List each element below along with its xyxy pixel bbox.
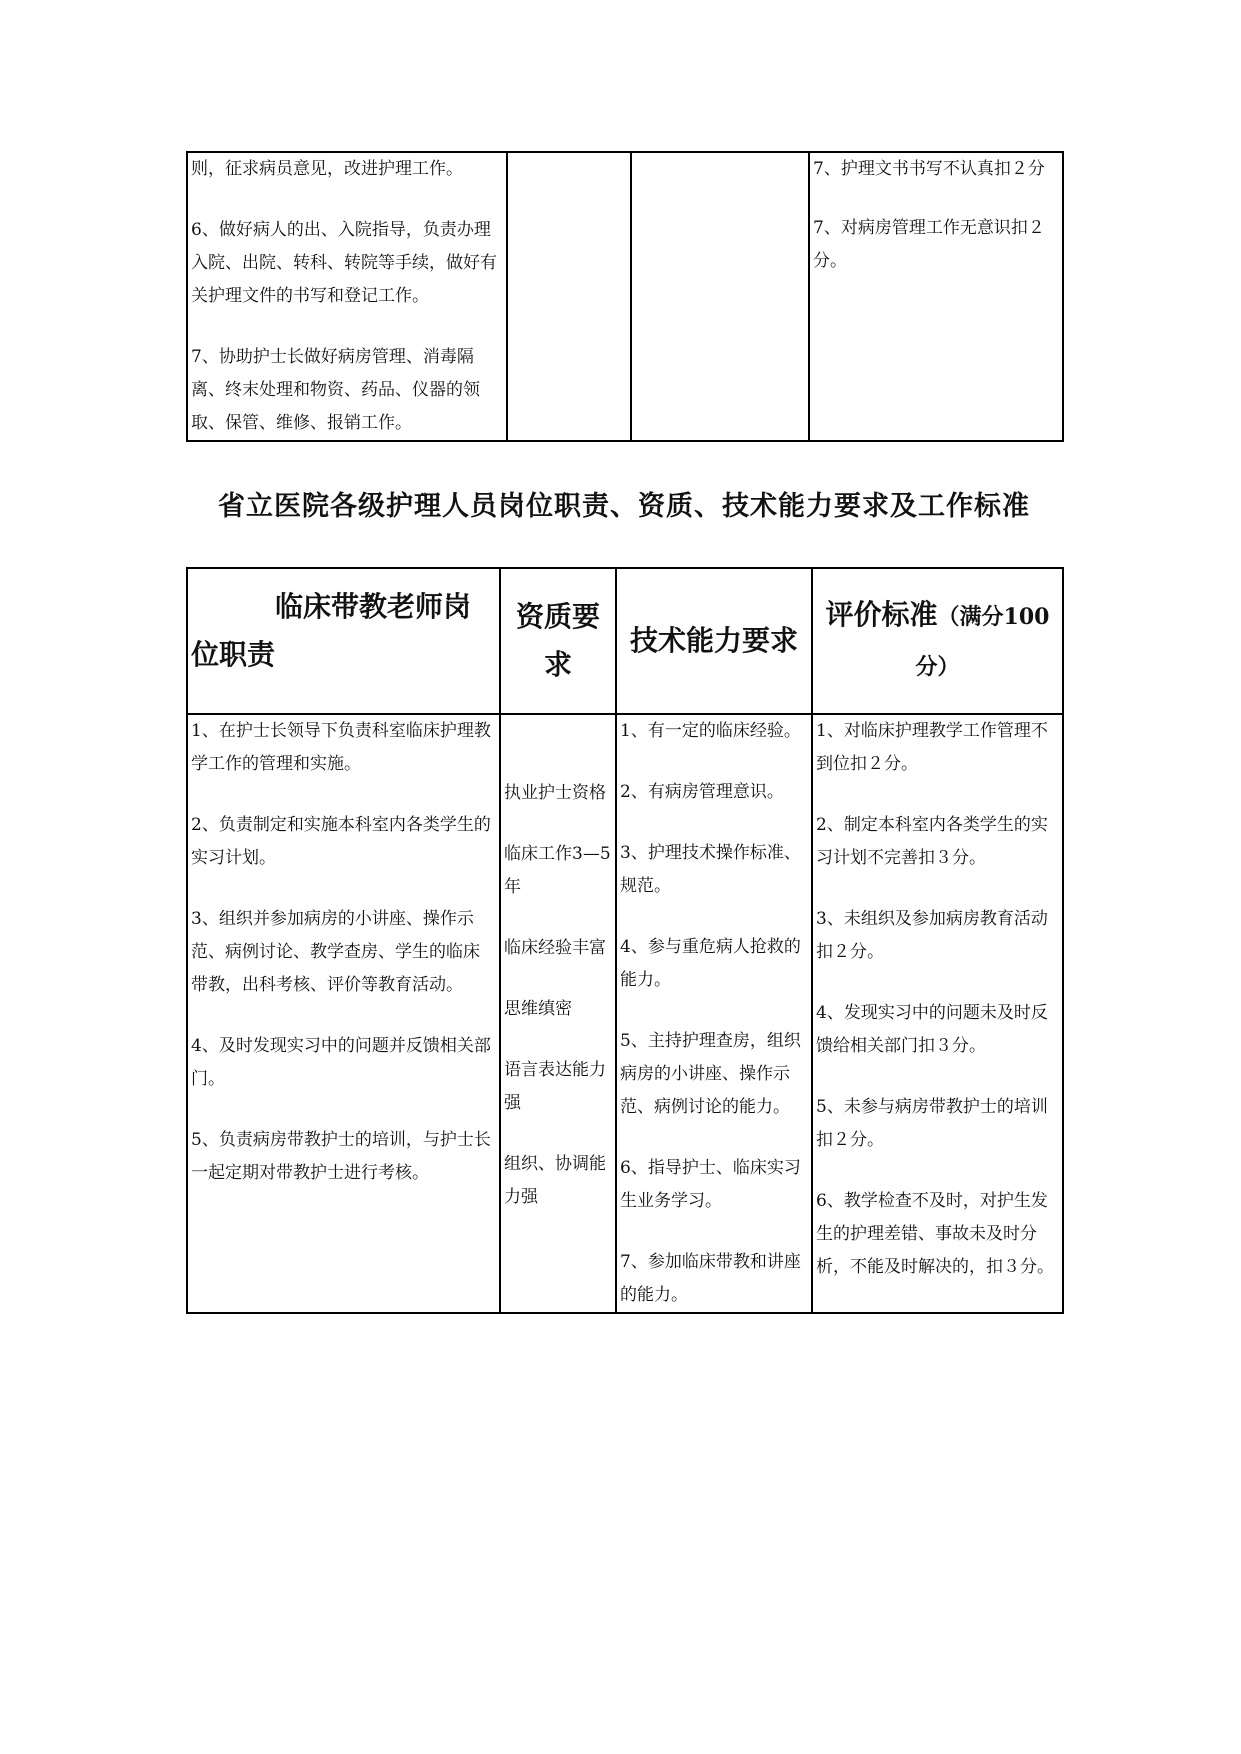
header-qualification: 资质要求 bbox=[500, 568, 616, 714]
duty-item: 1、在护士长领导下负责科室临床护理教学工作的管理和实施。 bbox=[191, 721, 491, 774]
top-table-continuation bbox=[186, 151, 1064, 442]
evaluation-item: 6、教学检查不及时，对护生发生的护理差错、事故未及时分析，不能及时解决的，扣３分。 bbox=[816, 1191, 1054, 1277]
header-duty bbox=[187, 568, 500, 714]
skill-item: 6、指导护士、临床实习生业务学习。 bbox=[620, 1158, 801, 1211]
header-evaluation bbox=[812, 568, 1063, 714]
skills-cell bbox=[616, 714, 812, 1313]
main-table bbox=[186, 567, 1064, 1314]
eval-paragraph: 7、对病房管理工作无意识扣２分。 bbox=[813, 218, 1045, 271]
duty-item: 3、组织并参加病房的小讲座、操作示范、病例讨论、教学查房、学生的临床带教，出科考核、评价等教育活动。 bbox=[191, 909, 480, 995]
evaluation-item: 1、对临床护理教学工作管理不到位扣２分。 bbox=[816, 721, 1048, 774]
duties-cell bbox=[187, 714, 500, 1313]
qualification-item: 思维缜密 bbox=[504, 999, 572, 1019]
qualification-item: 语言表达能力强 bbox=[504, 1060, 606, 1113]
skill-item: 4、参与重危病人抢救的能力。 bbox=[620, 937, 801, 990]
empty-cell bbox=[631, 152, 809, 441]
duty-item: 2、负责制定和实施本科室内各类学生的实习计划。 bbox=[191, 815, 491, 868]
duty-item: 4、及时发现实习中的问题并反馈相关部门。 bbox=[191, 1036, 491, 1089]
duty-paragraph: 7、协助护士长做好病房管理、消毒隔离、终末处理和物资、药品、仪器的领取、保管、维修、报销工作。 bbox=[191, 347, 480, 433]
skill-item: 5、主持护理查房，组织病房的小讲座、操作示范、病例讨论的能力。 bbox=[620, 1031, 801, 1117]
header-row bbox=[187, 568, 1063, 714]
eval-cell bbox=[809, 152, 1063, 441]
qualifications-cell bbox=[500, 714, 616, 1313]
duty-paragraph: 6、做好病人的出、入院指导，负责办理入院、出院、转科、转院等手续，做好有关护理文件的书写和登记工作。 bbox=[191, 220, 497, 306]
evaluation-item: 4、发现实习中的问题未及时反馈给相关部门扣３分。 bbox=[816, 1003, 1048, 1056]
skill-item: 2、有病房管理意识。 bbox=[620, 782, 784, 802]
evaluation-cell bbox=[812, 714, 1063, 1313]
content-row bbox=[187, 714, 1063, 1313]
evaluation-item: 2、制定本科室内各类学生的实习计划不完善扣３分。 bbox=[816, 815, 1048, 868]
qualification-item: 临床经验丰富 bbox=[504, 938, 606, 958]
skill-item: 3、护理技术操作标准、规范。 bbox=[620, 843, 801, 896]
empty-cell bbox=[507, 152, 631, 441]
skill-item: 7、参加临床带教和讲座的能力。 bbox=[620, 1252, 801, 1305]
page-title: 省立医院各级护理人员岗位职责、资质、技术能力要求及工作标准 bbox=[218, 491, 1030, 522]
header-duty-line1: 临床带教老师岗 bbox=[275, 590, 472, 623]
qualification-item: 组织、协调能力强 bbox=[504, 1154, 606, 1207]
header-eval-note: （满分100分） bbox=[915, 604, 1050, 680]
duty-paragraph: 则，征求病员意见，改进护理工作。 bbox=[191, 159, 463, 179]
evaluation-item: 3、未组织及参加病房教育活动扣２分。 bbox=[816, 909, 1048, 962]
header-duty-line2: 位职责 bbox=[191, 638, 276, 671]
qualification-item: 执业护士资格 bbox=[504, 783, 606, 803]
header-eval-main: 评价标准 bbox=[825, 598, 938, 631]
qualification-item: 临床工作3—5年 bbox=[504, 844, 611, 897]
duty-item: 5、负责病房带教护士的培训，与护士长一起定期对带教护士进行考核。 bbox=[191, 1130, 491, 1183]
header-skill: 技术能力要求 bbox=[616, 568, 812, 714]
skill-item: 1、有一定的临床经验。 bbox=[620, 721, 801, 741]
duty-cell bbox=[187, 152, 507, 441]
eval-paragraph: 7、护理文书书写不认真扣２分 bbox=[813, 159, 1045, 179]
evaluation-item: 5、未参与病房带教护士的培训扣２分。 bbox=[816, 1097, 1048, 1150]
